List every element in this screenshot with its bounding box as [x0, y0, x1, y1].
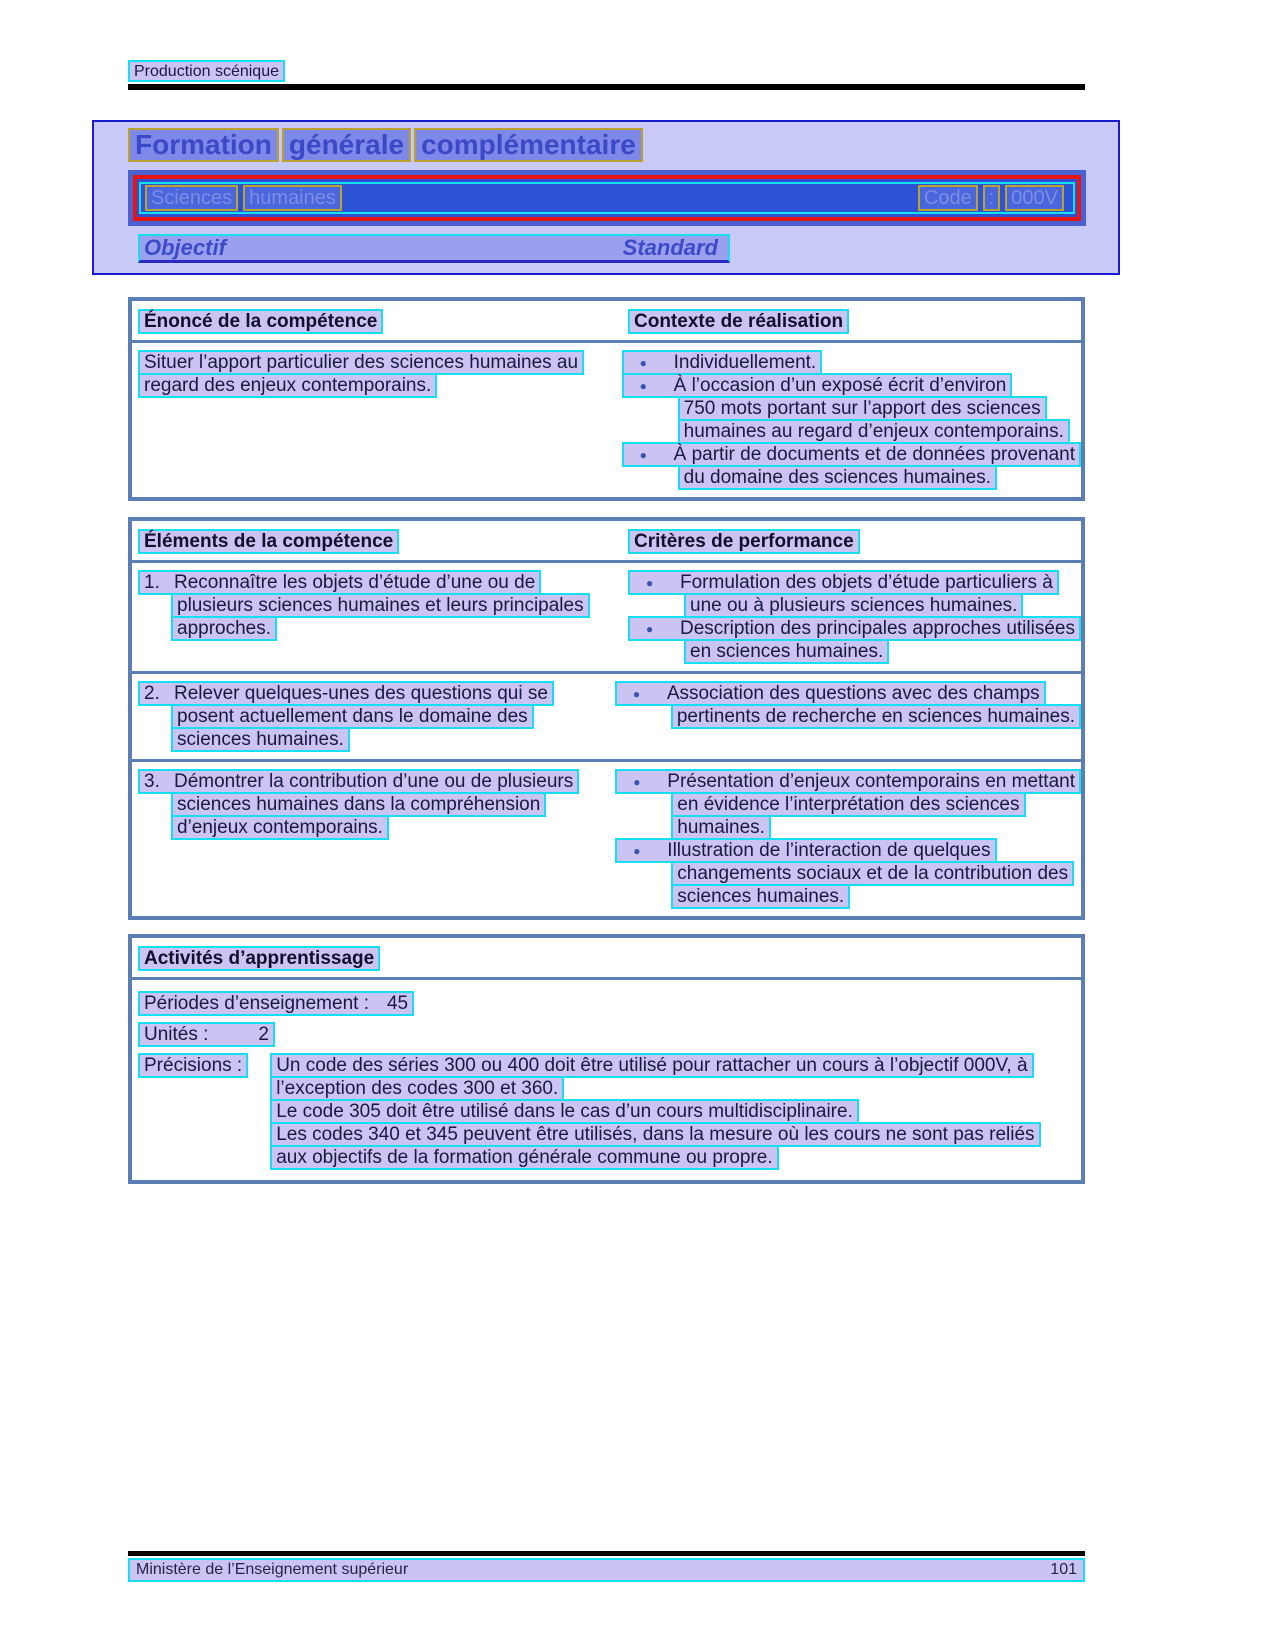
text-line-highlight: ● À l’occasion d’un exposé écrit d’environ: [622, 373, 1013, 398]
text-line-highlight: ● Association des questions avec des champs: [615, 681, 1046, 706]
precisions-label: Précisions :: [138, 1053, 248, 1078]
text-line-highlight: ● Présentation d’enjeux contemporains en mettant: [615, 769, 1081, 794]
text-line-highlight: pertinents de recherche en sciences humaines.: [671, 704, 1081, 729]
text-line-highlight: Situer l’apport particulier des sciences humaines au: [138, 350, 584, 375]
periodes-value: 45: [386, 993, 409, 1014]
element-cell: [132, 769, 615, 907]
element-row: [132, 759, 1081, 916]
text-line: [622, 465, 1081, 488]
text-line-highlight: ● Formulation des objets d’étude particuliers à: [628, 570, 1059, 595]
title-word: complémentaire: [414, 128, 643, 162]
text-line-highlight: regard des enjeux contemporains.: [138, 373, 437, 398]
page-title: [128, 128, 1086, 162]
text-line: [615, 681, 1081, 704]
criteria-cell: [615, 681, 1081, 750]
text-line: [138, 769, 615, 792]
element-cell: [132, 570, 628, 662]
text-line-highlight: 2. Relever quelques-unes des questions qui se: [138, 681, 554, 706]
title-word: Formation: [128, 128, 279, 162]
text-line: [622, 442, 1081, 465]
text-line: [270, 1053, 1040, 1076]
bullet-dot-icon: ●: [646, 622, 654, 636]
elements-table-header: [132, 521, 1081, 563]
page-footer: [128, 1551, 1085, 1582]
text-line: [615, 815, 1081, 838]
precisions-row: [138, 1053, 1081, 1168]
header-cell-right: [628, 309, 1081, 334]
column-header-criteres: Critères de performance: [628, 529, 860, 554]
element-row: [132, 671, 1081, 759]
subject-code-bar: [128, 170, 1086, 226]
text-line: [270, 1122, 1040, 1145]
text-line-highlight: ● Illustration de l’interaction de quelques: [615, 838, 996, 863]
text-line-highlight: changements sociaux et de la contribution des: [671, 861, 1074, 886]
text-line-highlight: sciences humaines dans la compréhension: [171, 792, 546, 817]
elements-table: [128, 517, 1085, 920]
text-line-highlight: sciences humaines.: [171, 727, 350, 752]
text-line: [615, 861, 1081, 884]
periodes-label: Périodes d’enseignement :: [144, 993, 369, 1014]
standard-label: Standard: [622, 235, 718, 260]
unites-row: [138, 1022, 1081, 1048]
text-line-highlight: humaines.: [671, 815, 771, 840]
competence-table: [128, 297, 1085, 501]
subject-word: Sciences: [145, 185, 238, 211]
header-cell: [132, 946, 628, 971]
objectif-label: Objectif: [144, 235, 226, 260]
bullet-dot-icon: ●: [632, 687, 641, 701]
code-word: :: [983, 185, 1001, 211]
criteria-cell: [628, 570, 1081, 662]
criteria-cell: [615, 769, 1081, 907]
precisions-text: [270, 1053, 1040, 1168]
text-line-highlight: aux objectifs de la formation générale commune ou propre.: [270, 1145, 778, 1170]
title-word: générale: [282, 128, 411, 162]
text-line: [615, 792, 1081, 815]
unites-value: 2: [258, 1024, 269, 1045]
text-line-highlight: ● À partir de documents et de données provenant: [622, 442, 1081, 467]
text-line: [270, 1099, 1040, 1122]
text-line: [615, 884, 1081, 907]
code-word: 000V: [1005, 185, 1064, 211]
text-line: [138, 616, 628, 639]
text-line: [270, 1145, 1040, 1168]
element-cell: [132, 681, 615, 750]
text-line: [622, 396, 1081, 419]
text-line: [628, 593, 1081, 616]
activites-table: [128, 934, 1085, 1184]
bullet-dot-icon: ●: [639, 356, 647, 370]
text-line-highlight: 750 mots portant sur l’apport des sciences: [678, 396, 1047, 421]
text-line: [628, 639, 1081, 662]
text-line-highlight: humaines au regard d’enjeux contemporains.: [678, 419, 1070, 444]
activites-table-body: [132, 980, 1081, 1180]
footer-ministry: Ministère de l’Enseignement supérieur: [136, 1561, 409, 1578]
text-line-highlight: une ou à plusieurs sciences humaines.: [684, 593, 1023, 618]
text-line: [622, 350, 1081, 373]
text-line-highlight: l’exception des codes 300 et 360.: [270, 1076, 564, 1101]
footer-page-number: 101: [1050, 1561, 1077, 1578]
header-cell-left: [132, 529, 628, 554]
text-line-highlight: ● Individuellement.: [622, 350, 823, 375]
text-line-highlight: approches.: [171, 616, 277, 641]
text-line-highlight: ● Description des principales approches utilisées: [628, 616, 1081, 641]
objectif-standard-bar: [138, 234, 730, 263]
item-number: 1.: [144, 572, 160, 593]
running-header-text: Production scénique: [128, 60, 285, 82]
subject-code-line: [139, 182, 1075, 214]
text-line: [270, 1076, 1040, 1099]
item-number: 2.: [144, 683, 160, 704]
unites-label: Unités :: [144, 1024, 209, 1045]
text-line: [138, 373, 622, 396]
text-line: [615, 704, 1081, 727]
document-page: [128, 0, 1085, 1184]
text-line-highlight: sciences humaines.: [671, 884, 850, 909]
text-line: [138, 570, 628, 593]
contexte-cell: [622, 350, 1081, 488]
subject-word: humaines: [243, 185, 342, 211]
column-header-elements: Éléments de la compétence: [138, 529, 399, 554]
text-line: [138, 727, 615, 750]
text-line-highlight: en évidence l’interprétation des sciences: [671, 792, 1025, 817]
text-line-highlight: 1. Reconnaître les objets d’étude d’une ou de: [138, 570, 541, 595]
text-line-highlight: du domaine des sciences humaines.: [678, 465, 997, 490]
competence-table-header: [132, 301, 1081, 343]
column-header-activites: Activités d’apprentissage: [138, 946, 380, 971]
header-rule: [128, 84, 1085, 90]
text-line: [138, 792, 615, 815]
bullet-dot-icon: ●: [633, 844, 641, 858]
text-line: [138, 681, 615, 704]
enonce-cell: [132, 350, 622, 488]
text-line-highlight: Le code 305 doit être utilisé dans le cas d’un cours multidisciplinaire.: [270, 1099, 859, 1124]
text-line-highlight: posent actuellement dans le domaine des: [171, 704, 534, 729]
header-cell-left: [132, 309, 628, 334]
text-line: [615, 769, 1081, 792]
banner-box: [92, 120, 1120, 275]
text-line: [138, 815, 615, 838]
competence-row: [132, 343, 1081, 497]
text-line: [622, 373, 1081, 396]
text-line: [628, 616, 1081, 639]
header-cell-right: [628, 529, 1081, 554]
bullet-dot-icon: ●: [646, 576, 654, 590]
column-header-enonce: Énoncé de la compétence: [138, 309, 383, 334]
elements-table-body: [132, 563, 1081, 916]
bullet-dot-icon: ●: [639, 448, 647, 462]
text-line-highlight: plusieurs sciences humaines et leurs principales: [171, 593, 590, 618]
column-header-contexte: Contexte de réalisation: [628, 309, 849, 334]
objective-code: [918, 185, 1069, 211]
element-row: [132, 563, 1081, 671]
text-line-highlight: Les codes 340 et 345 peuvent être utilisés, dans la mesure où les cours ne sont pas reliés: [270, 1122, 1040, 1147]
text-line: [622, 419, 1081, 442]
footer-rule: [128, 1551, 1085, 1556]
periodes-row: [138, 991, 1081, 1017]
text-line: [615, 838, 1081, 861]
footer-bar: [128, 1558, 1085, 1582]
item-number: 3.: [144, 771, 160, 792]
activites-table-header: [132, 938, 1081, 980]
text-line: [138, 704, 615, 727]
text-line: [138, 350, 622, 373]
text-line: [628, 570, 1081, 593]
text-line-highlight: d’enjeux contemporains.: [171, 815, 389, 840]
bullet-dot-icon: ●: [633, 775, 641, 789]
bullet-dot-icon: ●: [639, 379, 647, 393]
periodes-field: [138, 991, 414, 1016]
running-header: [128, 0, 1085, 82]
unites-field: [138, 1022, 275, 1047]
text-line-highlight: 3. Démontrer la contribution d’une ou de plusieurs: [138, 769, 579, 794]
text-line: [138, 593, 628, 616]
subject-code-bar-frame: [133, 175, 1081, 221]
text-line-highlight: en sciences humaines.: [684, 639, 889, 664]
subject-name: [145, 185, 347, 211]
code-word: Code: [918, 185, 978, 211]
text-line-highlight: Un code des séries 300 ou 400 doit être utilisé pour rattacher un cours à l’objectif 000V, à: [270, 1053, 1033, 1078]
